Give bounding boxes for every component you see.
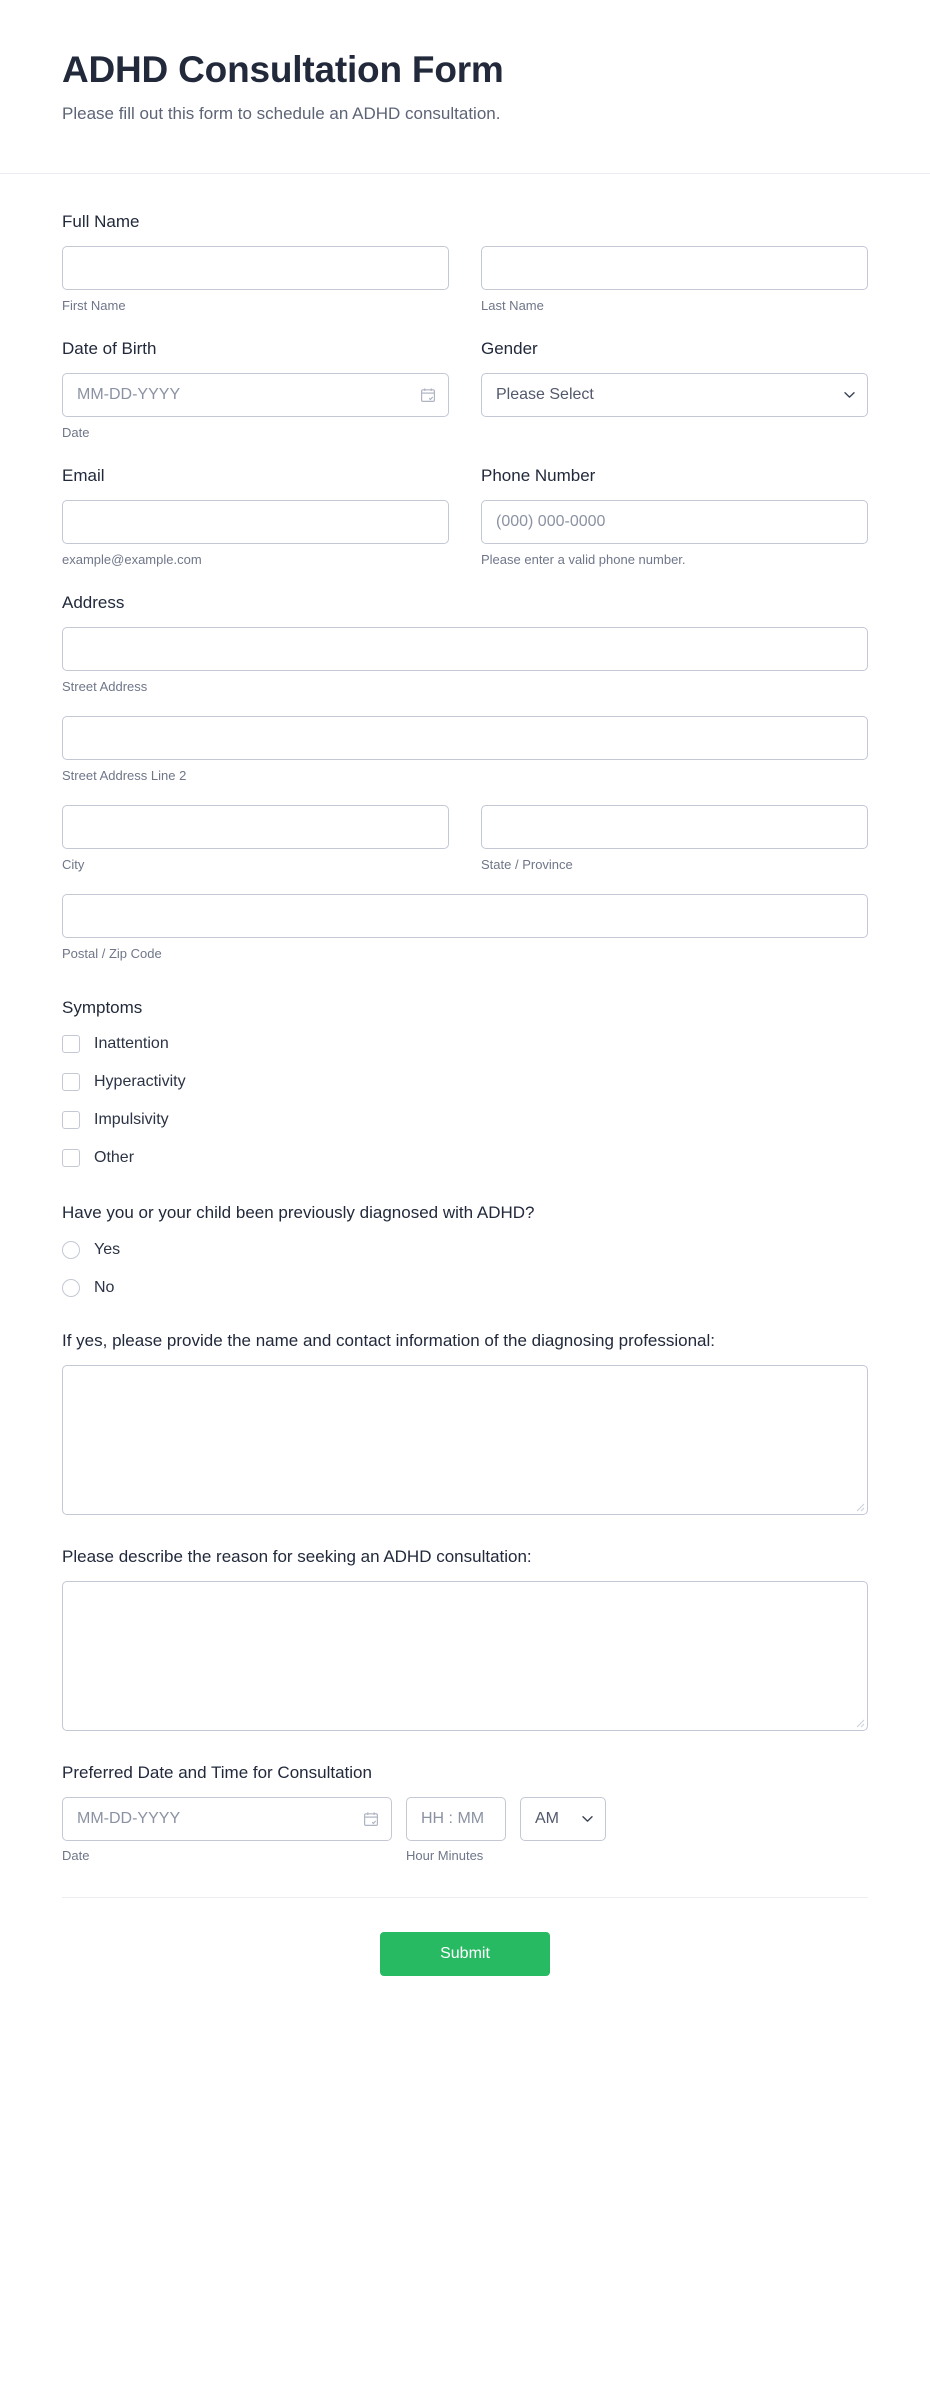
checkbox-item-impulsivity[interactable]: [62, 1107, 868, 1133]
dob-gender-labels: [62, 337, 868, 373]
preferred-time-sublabel: Hour Minutes: [406, 1847, 484, 1863]
reason-textarea[interactable]: [62, 1581, 868, 1731]
checkbox-label: Other: [94, 1149, 135, 1167]
first-name-input[interactable]: [62, 246, 449, 290]
phone-sublabel: Please enter a valid phone number.: [481, 551, 686, 567]
checkbox-item-inattention[interactable]: [62, 1031, 868, 1057]
preferred-datetime-label: Preferred Date and Time for Consultation: [62, 1762, 372, 1782]
checkbox-label: Hyperactivity: [94, 1073, 186, 1091]
checkbox-label: Impulsivity: [94, 1111, 169, 1129]
state-input[interactable]: [481, 805, 868, 849]
gender-group: [481, 373, 868, 442]
field-reason: [62, 1545, 868, 1731]
checkbox-item-hyperactivity[interactable]: [62, 1069, 868, 1095]
field-preferred-datetime: [62, 1761, 868, 1863]
phone-label: Phone Number: [481, 466, 596, 485]
radio-icon[interactable]: [62, 1279, 80, 1297]
street-address-input[interactable]: [62, 627, 868, 671]
checkbox-icon[interactable]: [62, 1073, 80, 1091]
state-sublabel: State / Province: [481, 857, 573, 873]
email-phone-labels: [62, 464, 868, 500]
radio-label: Yes: [94, 1241, 121, 1259]
dob-input[interactable]: [62, 373, 449, 417]
checkbox-item-other[interactable]: [62, 1145, 868, 1171]
diagnosing-professional-textarea[interactable]: [62, 1365, 868, 1515]
dob-gender-row: [62, 373, 868, 442]
reason-textarea-wrap: [62, 1581, 868, 1731]
email-sublabel: example@example.com: [62, 551, 202, 567]
preferred-date-group: [62, 1797, 392, 1841]
field-full-name: [62, 210, 868, 315]
diagnosing-professional-textarea-wrap: [62, 1365, 868, 1515]
city-input[interactable]: [62, 805, 449, 849]
field-previously-diagnosed: [62, 1201, 868, 1301]
form-footer: [62, 1897, 868, 2020]
field-diagnosing-professional: [62, 1329, 868, 1515]
page-subtitle: Please fill out this form to schedule an ADHD consultation.: [62, 104, 501, 124]
preferred-datetime-row: [62, 1797, 868, 1841]
street-address-2-input[interactable]: [62, 716, 868, 760]
previously-diagnosed-label: Have you or your child been previously diagnosed with ADHD?: [62, 1203, 535, 1223]
address-label: Address: [62, 592, 125, 612]
gender-select[interactable]: [481, 373, 868, 417]
email-phone-row: [62, 500, 868, 569]
last-name-group: [481, 246, 868, 315]
gender-label: Gender: [481, 339, 538, 359]
form-header: [0, 0, 930, 174]
email-input[interactable]: [62, 500, 449, 544]
street-address-2-group: [62, 716, 868, 785]
street-address-group: [62, 627, 868, 696]
reason-label: Please describe the reason for seeking an ADHD consultation:: [62, 1546, 532, 1566]
postal-code-sublabel: Postal / Zip Code: [62, 946, 162, 962]
full-name-label: Full Name: [62, 212, 140, 232]
dob-sublabel: Date: [62, 424, 90, 440]
street-address-sublabel: Street Address: [62, 678, 148, 694]
phone-group: [481, 500, 868, 569]
checkbox-icon[interactable]: [62, 1035, 80, 1053]
city-sublabel: City: [62, 857, 85, 873]
preferred-ampm-group: [520, 1797, 606, 1841]
preferred-date-sublabel: Date: [62, 1847, 90, 1863]
email-label: Email: [62, 466, 105, 485]
radio-item-no[interactable]: [62, 1275, 868, 1301]
field-symptoms: [62, 996, 868, 1172]
radio-icon[interactable]: [62, 1241, 80, 1259]
email-group: [62, 500, 449, 569]
full-name-row: [62, 246, 868, 315]
first-name-group: [62, 246, 449, 315]
field-address: [62, 591, 868, 964]
postal-code-group: [62, 894, 868, 963]
checkbox-icon[interactable]: [62, 1149, 80, 1167]
checkbox-icon[interactable]: [62, 1111, 80, 1129]
preferred-time-input[interactable]: [406, 1797, 506, 1841]
preferred-time-group: [406, 1797, 506, 1841]
symptoms-checkbox-list: [62, 1031, 868, 1171]
submit-button[interactable]: Submit: [380, 1932, 550, 1976]
city-group: [62, 805, 449, 874]
state-group: [481, 805, 868, 874]
diagnosing-professional-label: If yes, please provide the name and contact information of the diagnosing professional:: [62, 1331, 716, 1351]
checkbox-label: Inattention: [94, 1035, 169, 1053]
radio-item-yes[interactable]: [62, 1237, 868, 1263]
dob-group: [62, 373, 449, 442]
last-name-sublabel: Last Name: [481, 297, 544, 313]
page-title: ADHD Consultation Form: [62, 49, 504, 90]
city-state-row: [62, 805, 868, 874]
form-body: [0, 174, 930, 2019]
dob-label: Date of Birth: [62, 339, 157, 359]
preferred-date-input[interactable]: [62, 1797, 392, 1841]
ampm-select[interactable]: [520, 1797, 606, 1841]
last-name-input[interactable]: [481, 246, 868, 290]
diagnosed-radio-list: [62, 1237, 868, 1301]
postal-code-input[interactable]: [62, 894, 868, 938]
phone-input[interactable]: [481, 500, 868, 544]
first-name-sublabel: First Name: [62, 297, 126, 313]
preferred-datetime-sublabels: [62, 1848, 868, 1863]
field-dob-gender: [62, 337, 868, 442]
field-email-phone: [62, 464, 868, 569]
street-address-2-sublabel: Street Address Line 2: [62, 767, 187, 783]
radio-label: No: [94, 1279, 115, 1297]
symptoms-label: Symptoms: [62, 997, 143, 1017]
